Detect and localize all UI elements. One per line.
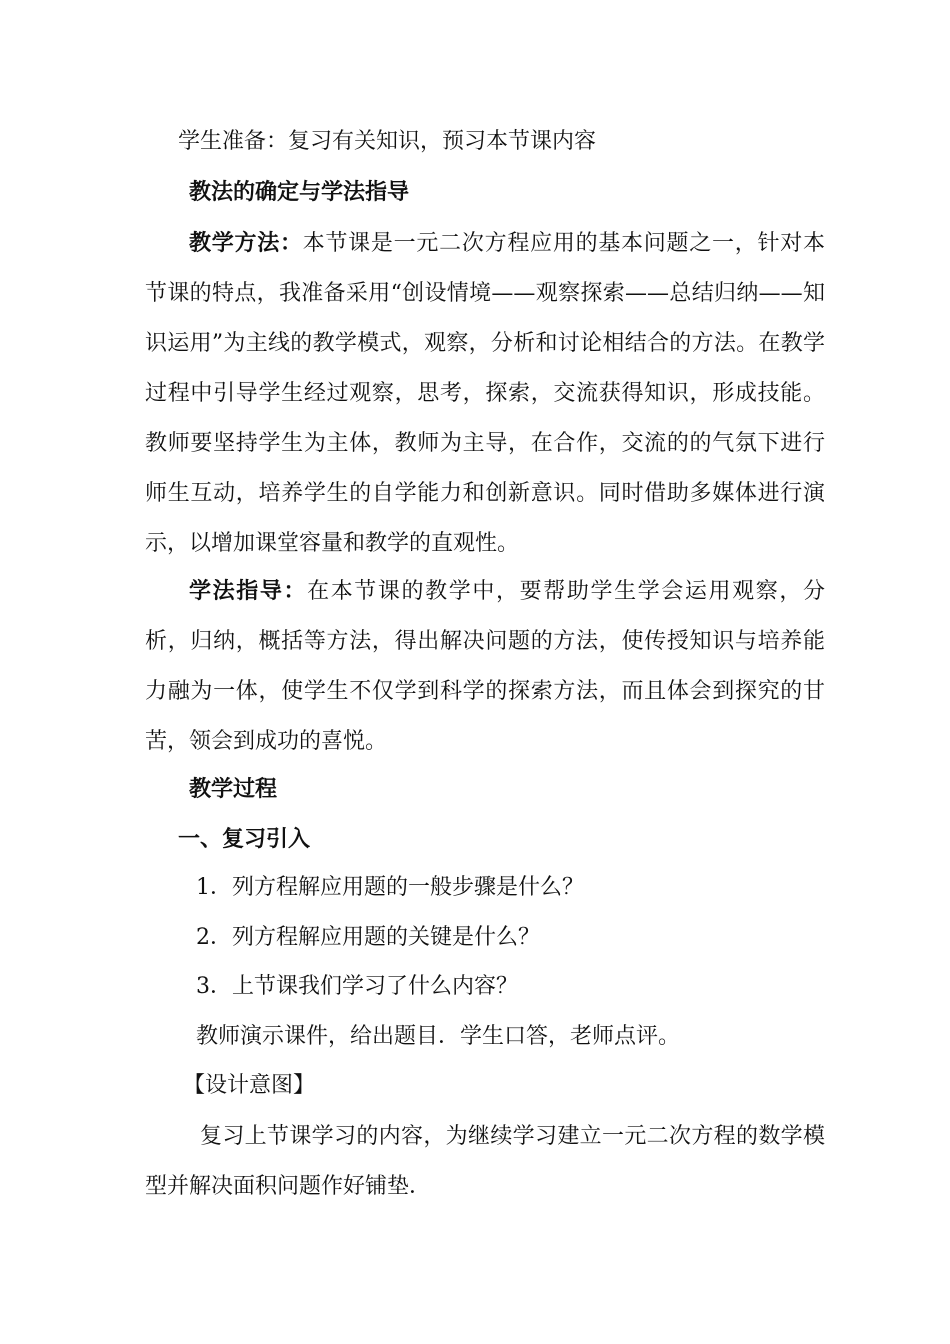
process-heading: 教学过程 bbox=[189, 776, 278, 802]
design-intent-label: 【设计意图】 bbox=[183, 1073, 316, 1098]
review-heading: 一、复习引入 bbox=[178, 826, 311, 852]
question-item: 2．列方程解应用题的关键是什么？ bbox=[196, 925, 540, 950]
learning-guidance-text: 在本节课的教学中，要帮助学生学会运用观察，分析，归纳，概括等方法，得出解决问题的方法，使传授知识与培养能力融为一体，使学生不仅学到科学的探索方法，而且体会到探究的甘苦，领会到成功的喜悦。 bbox=[145, 579, 825, 754]
teacher-action: 教师演示课件，给出题目．学生口答，老师点评。 bbox=[196, 1024, 681, 1049]
learning-guidance-label: 学法指导： bbox=[189, 578, 308, 604]
methods-heading: 教法的确定与学法指导 bbox=[189, 179, 410, 205]
design-intent-paragraph: 复习上节课学习的内容，为继续学习建立一元二次方程的数学模型并解决面积问题作好铺垫． bbox=[145, 1124, 825, 1199]
question-item: 1．列方程解应用题的一般步骤是什么？ bbox=[196, 875, 584, 900]
teaching-method-label: 教学方法： bbox=[189, 230, 303, 256]
learning-guidance-paragraph bbox=[145, 566, 825, 767]
question-item: 3．上节课我们学习了什么内容？ bbox=[196, 974, 518, 999]
teaching-method-paragraph bbox=[145, 218, 825, 569]
student-prep: 学生准备：复习有关知识，预习本节课内容 bbox=[178, 129, 597, 154]
teaching-method-text: 本节课是一元二次方程应用的基本问题之一，针对本节课的特点，我准备采用“创设情境——观察探索——总结归纳——知识运用”为主线的教学模式，观察，分析和讨论相结合的方法。在教学过程中引导学生经过观察，思考，探索，交流获得知识，形成技能。教师要坚持学生为主体，教师为主导，在合作，交流的的气氛下进行师生互动，培养学生的自学能力和创新意识。同时借助多媒体进行演示，以增加课堂容量和教学的直观性。 bbox=[145, 231, 825, 556]
